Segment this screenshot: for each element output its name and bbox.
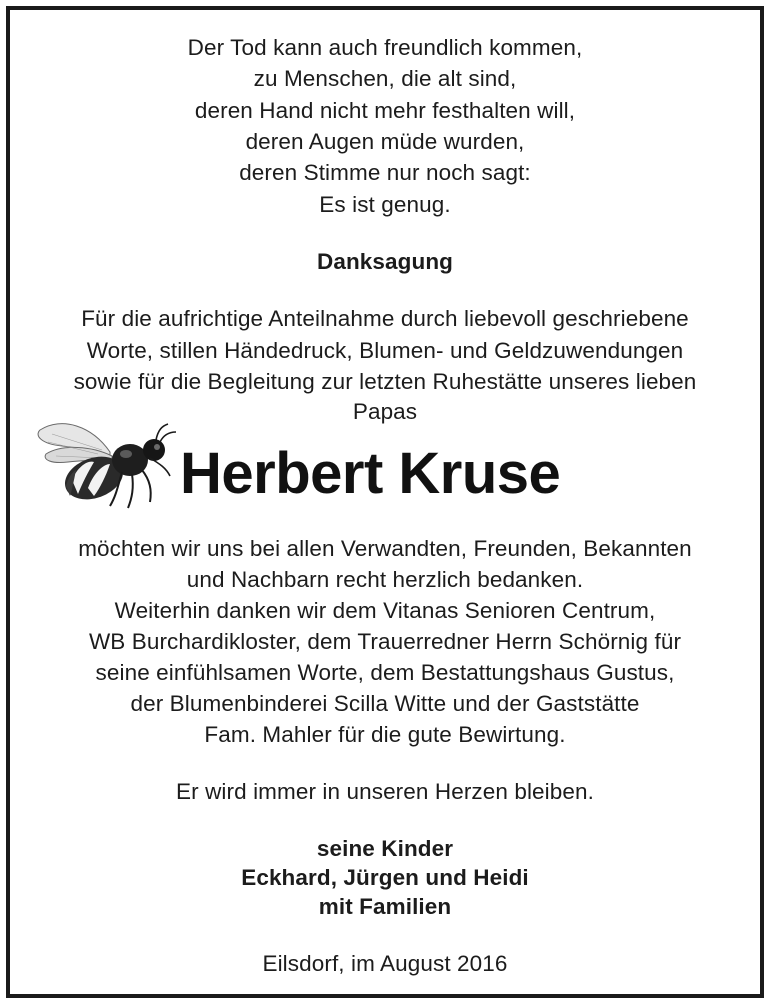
poem-line: zu Menschen, die alt sind, (253, 66, 517, 91)
intro-line: Für die aufrichtige Anteilnahme durch liebevoll geschriebene (81, 306, 689, 331)
thanks-line: möchten wir uns bei allen Verwandten, Freunden, Bekannten (78, 536, 692, 561)
notice-frame (6, 6, 764, 998)
thanks-line: seine einfühlsamen Worte, dem Bestattungshaus Gustus, (95, 660, 675, 685)
thanks-line: der Blumenbinderei Scilla Witte und der Gaststätte (130, 691, 640, 716)
thanks-line: Weiterhin danken wir dem Vitanas Senioren Centrum, (114, 598, 656, 623)
danksagung-heading: Danksagung (316, 249, 454, 274)
poem-line: deren Stimme nur noch sagt: (239, 160, 531, 185)
thanks-line: Fam. Mahler für die gute Bewirtung. (204, 722, 566, 747)
deceased-name: Herbert Kruse (180, 441, 561, 506)
memorial-line: Er wird immer in unseren Herzen bleiben. (176, 779, 594, 804)
thanks-line: WB Burchardikloster, dem Trauerredner Herrn Schörnig für (88, 629, 682, 654)
intro-line: Worte, stillen Händedruck, Blumen- und Geldzuwendungen (86, 338, 684, 363)
poem-line: deren Augen müde wurden, (245, 129, 525, 154)
obituary-notice (10, 10, 760, 994)
bee-icon (32, 406, 182, 516)
signature-line: mit Familien (318, 894, 452, 919)
poem-line: deren Hand nicht mehr festhalten will, (194, 98, 576, 123)
poem-line: Der Tod kann auch freundlich kommen, (187, 35, 583, 60)
signature-line: Eckhard, Jürgen und Heidi (241, 865, 529, 890)
intro-line: sowie für die Begleitung zur letzten Ruhestätte unseres lieben (73, 369, 697, 394)
poem-line: Es ist genug. (319, 192, 451, 217)
place-date: Eilsdorf, im August 2016 (262, 951, 508, 976)
signature-line: seine Kinder (316, 836, 454, 861)
thanks-line: und Nachbarn recht herzlich bedanken. (186, 567, 584, 592)
intro-line: Papas (352, 399, 418, 424)
